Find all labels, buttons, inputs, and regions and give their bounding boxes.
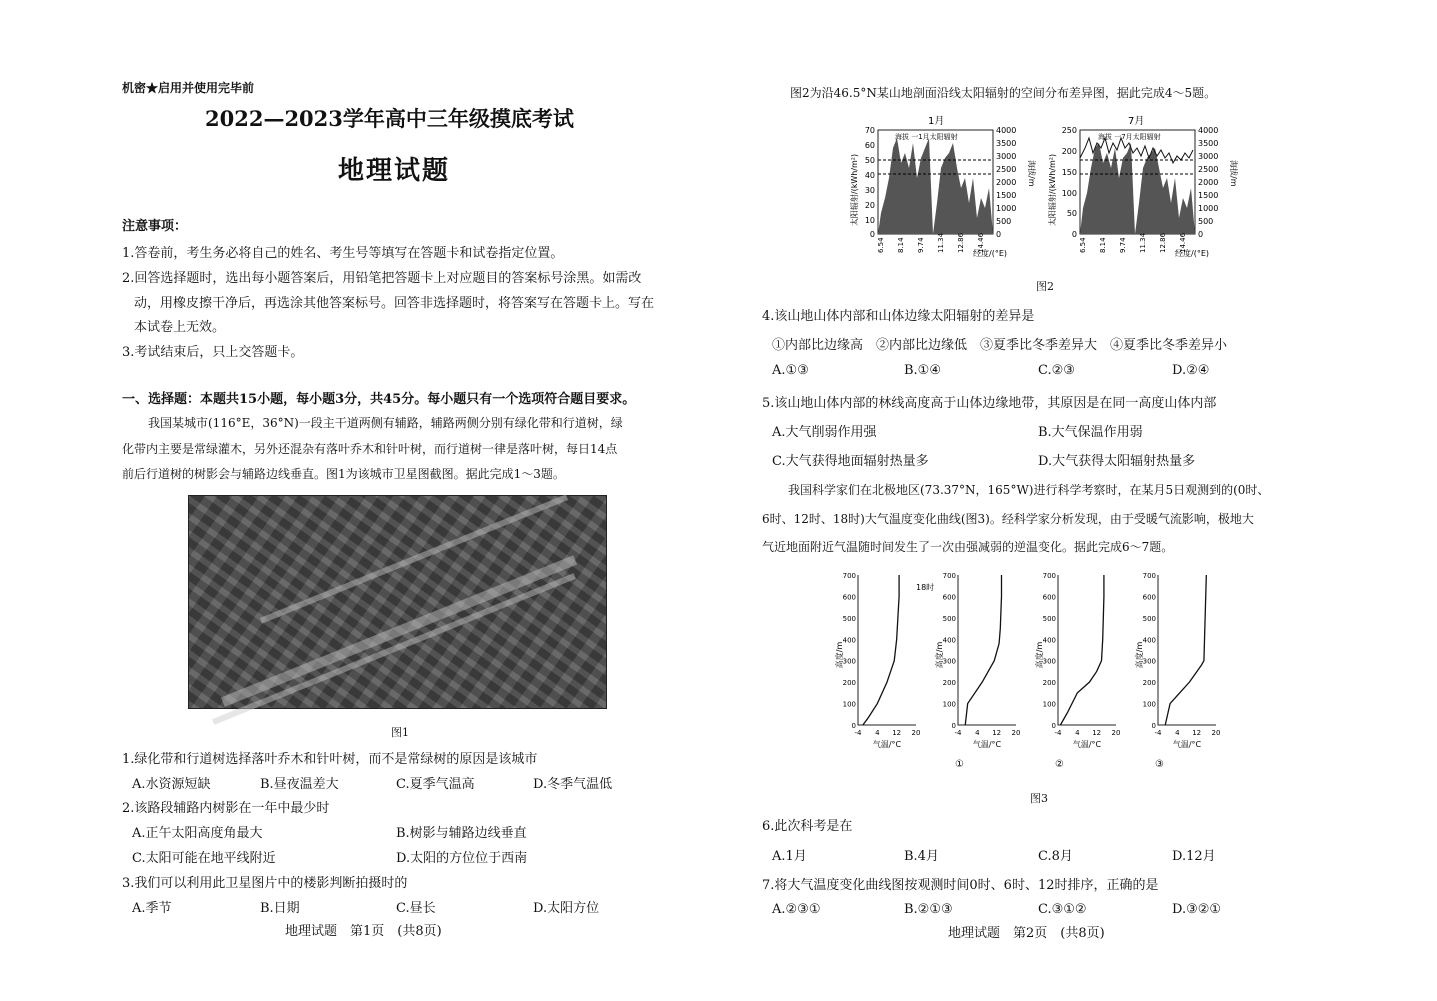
passage-1b: 化带内主要是常绿灌木，另外还混杂有落叶乔木和针叶树，而行道树一律是落叶树，每日14点 [122, 442, 618, 456]
fig3-ytick: 200 [942, 679, 956, 688]
fig3-panel-1 [834, 572, 920, 749]
fig3-axes [858, 575, 916, 725]
svg-text:150: 150 [1061, 168, 1077, 177]
svg-text:10: 10 [864, 216, 875, 225]
fig2-jan-xticks [877, 232, 985, 253]
fig3-xtick: -4 [1054, 729, 1062, 737]
svg-text:0: 0 [1071, 230, 1077, 239]
fig3-ytick: 400 [1142, 636, 1156, 645]
fig3-ytick: 700 [1042, 572, 1056, 580]
question-7: 7.将大气温度变化曲线图按观测时间0时、6时、12时排序，正确的是 [762, 878, 1159, 893]
q1-option-a: A.水资源短缺 [132, 777, 211, 792]
fig3-temperature-curve [1060, 575, 1104, 725]
fig3-xtick: 12 [1092, 729, 1102, 737]
passage-3a: 我国科学家们在北极地区(73.37°N，165°W)进行科学考察时，在某月5日观测到的(0时、 [788, 483, 1270, 497]
svg-text:500: 500 [996, 217, 1012, 226]
q3-option-c: C.昼长 [396, 901, 436, 916]
fig2-intro: 图2为沿46.5°N某山地剖面沿线太阳辐射的空间分布差异图，据此完成4～5题。 [790, 86, 1217, 100]
svg-text:1000: 1000 [996, 204, 1017, 213]
notice-2b: 动，用橡皮擦干净后，再选涂其他答案标号。回答非选择题时，将答案写在答题卡上。写在 [134, 296, 655, 311]
fig3-xtick: 12 [1192, 729, 1202, 737]
q2-option-b: B.树影与辅路边线垂直 [396, 826, 527, 841]
fig3-ytick: 700 [1142, 572, 1156, 580]
svg-text:14.46: 14.46 [977, 232, 985, 253]
fig3-xlabel: 气温/°C [872, 740, 902, 749]
q5-option-d: D.大气获得太阳辐射热量多 [1038, 454, 1196, 469]
fig3-xtick: 20 [1111, 729, 1121, 737]
page-footer-1: 地理试题 第1页 (共8页) [285, 924, 442, 939]
svg-text:2000: 2000 [996, 178, 1017, 187]
svg-text:12.86: 12.86 [957, 232, 965, 253]
fig3-label-3: ③ [1155, 759, 1164, 770]
question-2: 2.该路段辅路内树影在一年中最少时 [122, 801, 330, 816]
q7-option-b: B.②①③ [904, 902, 953, 917]
q3-option-d: D.太阳方位 [533, 901, 600, 916]
notice-3: 3.考试结束后，只上交答题卡。 [122, 345, 304, 360]
q6-option-d: D.12月 [1172, 849, 1216, 864]
q1-option-b: B.昼夜温差大 [260, 777, 339, 792]
fig3-xtick: 4 [1175, 729, 1180, 737]
fig2-jul-title: 7月 [1128, 116, 1145, 127]
fig3-xtick: 20 [911, 729, 921, 737]
fig3-panel-4 [1134, 572, 1220, 749]
q7-option-a: A.②③① [772, 902, 821, 917]
fig3-xtick: 4 [875, 729, 880, 737]
q2-option-c: C.太阳可能在地平线附近 [132, 851, 276, 866]
confidential-label: 机密★启用并使用完毕前 [122, 81, 255, 95]
fig2-jan-legend: 海拔 一1月太阳辐射 [895, 133, 958, 141]
q2-option-d: D.太阳的方位位于西南 [396, 851, 528, 866]
fig2-jan-title: 1月 [928, 116, 945, 127]
fig2-jul-ylabel: 太阳辐射/(kWh/m²) [1048, 153, 1057, 227]
figure-3 [836, 565, 1236, 770]
notice-1: 1.答卷前，考生务必将自己的姓名、考生号等填写在答题卡和试卷指定位置。 [122, 246, 564, 261]
fig3-panel-2 [934, 572, 1020, 749]
q7-option-d: D.③②① [1172, 902, 1222, 917]
q6-option-c: C.8月 [1038, 849, 1073, 864]
fig3-ytick: 500 [842, 614, 856, 623]
svg-text:60: 60 [864, 141, 875, 150]
exam-title: 2022—2023学年高中三年级摸底考试 [205, 106, 574, 131]
fig3-ytick: 700 [842, 572, 856, 580]
fig3-ytick: 400 [1042, 636, 1056, 645]
q4-option-b: B.①④ [904, 363, 941, 378]
q3-option-a: A.季节 [132, 901, 172, 916]
fig3-panel-tag: 18时 [916, 583, 935, 592]
fig3-ytick: 200 [1142, 679, 1156, 688]
fig2-caption: 图2 [1036, 280, 1054, 293]
fig3-xlabel: 气温/°C [1072, 740, 1102, 749]
fig3-axes [1058, 575, 1116, 725]
question-5: 5.该山地山体内部的林线高度高于山体边缘地带，其原因是在同一高度山体内部 [762, 396, 1217, 411]
q2-option-a: A.正午太阳高度角最大 [132, 826, 263, 841]
fig3-axes [1158, 575, 1216, 725]
svg-text:0: 0 [996, 230, 1002, 239]
svg-text:1500: 1500 [996, 191, 1017, 200]
satellite-image [188, 495, 607, 709]
svg-text:3500: 3500 [1198, 139, 1219, 148]
svg-text:4000: 4000 [1198, 126, 1219, 135]
fig3-xlabel: 气温/°C [972, 740, 1002, 749]
svg-text:9.74: 9.74 [917, 237, 925, 253]
fig3-xtick: 4 [975, 729, 980, 737]
fig3-ytick: 300 [942, 657, 956, 666]
fig2-jul-legend: 海拔 一7月太阳辐射 [1098, 133, 1161, 141]
svg-text:3500: 3500 [996, 139, 1017, 148]
notice-2a: 2.回答选择题时，选出每小题答案后，用铅笔把答题卡上对应题目的答案标号涂黑。如需改 [122, 271, 642, 286]
notice-2c: 本试卷上无效。 [134, 320, 226, 335]
q4-option-d: D.②④ [1172, 363, 1210, 378]
fig3-xtick: 20 [1211, 729, 1221, 737]
fig3-ytick: 600 [842, 593, 856, 602]
fig2-jul-xticks [1079, 232, 1187, 253]
fig3-ytick: 100 [1142, 700, 1156, 709]
svg-text:200: 200 [1061, 147, 1077, 156]
fig3-ytick: 600 [1042, 593, 1056, 602]
svg-text:3000: 3000 [996, 152, 1017, 161]
fig3-ytick: 0 [1051, 722, 1056, 730]
svg-text:250: 250 [1061, 126, 1077, 135]
fig3-xtick: 12 [892, 729, 902, 737]
fig2-jul-xlabel: 经度/(°E) [1175, 249, 1209, 258]
page-footer-2: 地理试题 第2页 (共8页) [948, 926, 1105, 941]
fig3-temperature-curve [1165, 575, 1206, 725]
q5-option-b: B.大气保温作用弱 [1038, 425, 1143, 440]
fig3-ytick: 300 [842, 657, 856, 666]
svg-text:6.54: 6.54 [877, 237, 885, 253]
fig3-ytick: 600 [1142, 593, 1156, 602]
passage-3b: 6时、12时、18时)大气温度变化曲线(图3)。经科学家分析发现，由于受暖气流影响，极地大 [762, 512, 1254, 526]
fig2-jan-ylabel: 太阳辐射/(kWh/m²) [850, 153, 859, 227]
right-page [718, 0, 1437, 1001]
notice-title: 注意事项： [122, 219, 188, 234]
q7-option-c: C.③①② [1038, 902, 1087, 917]
q5-option-c: C.大气获得地面辐射热量多 [772, 454, 929, 469]
svg-text:11.34: 11.34 [1139, 232, 1147, 253]
fig3-xtick: 4 [1075, 729, 1080, 737]
passage-3c: 气近地面附近气温随时间发生了一次由强减弱的逆温变化。据此完成6～7题。 [762, 540, 1174, 554]
passage-1c: 前后行道树的树影会与辅路边线垂直。图1为该城市卫星图截图。据此完成1～3题。 [122, 467, 565, 481]
svg-text:50: 50 [1066, 209, 1077, 218]
fig2-jan-elevation [878, 138, 993, 234]
fig1-caption: 图1 [391, 726, 409, 739]
fig3-label-1: ① [955, 759, 964, 770]
fig3-ytick: 100 [942, 700, 956, 709]
fig2-jan-y2label: 海拔/m [1027, 160, 1036, 187]
fig3-xlabel: 气温/°C [1172, 740, 1202, 749]
subject-title: 地理试题 [338, 156, 451, 186]
svg-text:6.54: 6.54 [1079, 237, 1087, 253]
svg-text:8.14: 8.14 [1099, 237, 1107, 253]
fig3-ylabel: 高度/m [1035, 641, 1044, 669]
fig3-ytick: 500 [942, 614, 956, 623]
svg-text:1000: 1000 [1198, 204, 1219, 213]
fig3-ytick: 600 [942, 593, 956, 602]
fig3-ytick: 700 [942, 572, 956, 580]
fig3-ytick: 200 [842, 679, 856, 688]
fig3-ytick: 500 [1142, 614, 1156, 623]
svg-text:9.74: 9.74 [1119, 237, 1127, 253]
svg-text:2500: 2500 [1198, 165, 1219, 174]
fig3-xtick: -4 [954, 729, 962, 737]
svg-text:14.46: 14.46 [1179, 232, 1187, 253]
fig3-ytick: 100 [842, 700, 856, 709]
svg-text:500: 500 [1198, 217, 1214, 226]
fig3-ytick: 300 [1142, 657, 1156, 666]
fig2-jan-yticks [865, 126, 875, 239]
passage-1a: 我国某城市(116°E，36°N)一段主干道两侧有辅路，辅路两侧分别有绿化带和行道树，绿 [148, 416, 623, 430]
fig3-ylabel: 高度/m [935, 641, 944, 669]
svg-text:12.86: 12.86 [1159, 232, 1167, 253]
svg-text:20: 20 [864, 201, 875, 210]
fig2-jan-y2ticks [996, 126, 1016, 239]
fig3-xtick: -4 [1154, 729, 1162, 737]
fig3-xtick: 12 [992, 729, 1002, 737]
svg-text:2500: 2500 [996, 165, 1017, 174]
fig2-jul-yticks [1062, 126, 1077, 239]
fig2-jan-panel [849, 115, 1037, 258]
fig3-axes [958, 575, 1016, 725]
fig3-temperature-curve [863, 575, 899, 725]
left-page [0, 0, 718, 1001]
svg-text:8.14: 8.14 [897, 237, 905, 253]
question-6: 6.此次科考是在 [762, 819, 853, 834]
q4-items: ①内部比边缘高 ②内部比边缘低 ③夏季比冬季差异大 ④夏季比冬季差异小 [772, 338, 1228, 353]
svg-text:70: 70 [864, 126, 875, 135]
svg-text:3000: 3000 [1198, 152, 1219, 161]
fig2-jul-y2label: 海拔/m [1229, 160, 1238, 187]
q4-option-a: A.①③ [772, 363, 809, 378]
q1-option-c: C.夏季气温高 [396, 777, 475, 792]
svg-text:30: 30 [864, 186, 875, 195]
q5-option-a: A.大气削弱作用强 [772, 425, 877, 440]
q6-option-b: B.4月 [904, 849, 939, 864]
question-3: 3.我们可以利用此卫星图片中的楼影判断拍摄时的 [122, 876, 408, 891]
svg-text:40: 40 [864, 171, 875, 180]
fig2-jul-panel [1047, 115, 1239, 258]
question-4: 4.该山地山体内部和山体边缘太阳辐射的差异是 [762, 309, 1035, 324]
q3-option-b: B.日期 [260, 901, 300, 916]
svg-text:11.34: 11.34 [937, 232, 945, 253]
q6-option-a: A.1月 [772, 849, 807, 864]
svg-text:2000: 2000 [1198, 178, 1219, 187]
fig3-ytick: 0 [951, 722, 956, 730]
svg-text:0: 0 [869, 230, 875, 239]
fig3-ytick: 100 [1042, 700, 1056, 709]
q4-option-c: C.②③ [1038, 363, 1075, 378]
fig3-ytick: 400 [942, 636, 956, 645]
fig3-ytick: 500 [1042, 614, 1056, 623]
fig3-ytick: 400 [842, 636, 856, 645]
fig3-xtick: -4 [854, 729, 862, 737]
fig3-temperature-curve [965, 575, 1001, 725]
svg-text:50: 50 [864, 156, 875, 165]
figure-2 [833, 108, 1253, 263]
fig3-xtick: 20 [1011, 729, 1021, 737]
svg-text:0: 0 [1198, 230, 1204, 239]
fig3-ytick: 300 [1042, 657, 1056, 666]
fig2-jul-y2ticks [1198, 126, 1218, 239]
svg-text:1500: 1500 [1198, 191, 1219, 200]
fig3-caption: 图3 [1030, 792, 1048, 805]
fig3-ytick: 0 [851, 722, 856, 730]
q1-option-d: D.冬季气温低 [533, 777, 613, 792]
fig3-ylabel: 高度/m [1135, 641, 1144, 669]
question-1: 1.绿化带和行道树选择落叶乔木和针叶树，而不是常绿树的原因是该城市 [122, 752, 538, 767]
svg-text:100: 100 [1061, 189, 1077, 198]
svg-text:4000: 4000 [996, 126, 1017, 135]
fig3-ylabel: 高度/m [835, 641, 844, 669]
fig2-jan-xlabel: 经度/(°E) [973, 249, 1007, 258]
section-1-heading: 一、选择题：本题共15小题，每小题3分，共45分。每小题只有一个选项符合题目要求。 [122, 392, 636, 407]
fig3-label-2: ② [1055, 759, 1064, 770]
fig3-panel-3 [1034, 572, 1120, 749]
fig3-ytick: 200 [1042, 679, 1056, 688]
fig3-ytick: 0 [1151, 722, 1156, 730]
